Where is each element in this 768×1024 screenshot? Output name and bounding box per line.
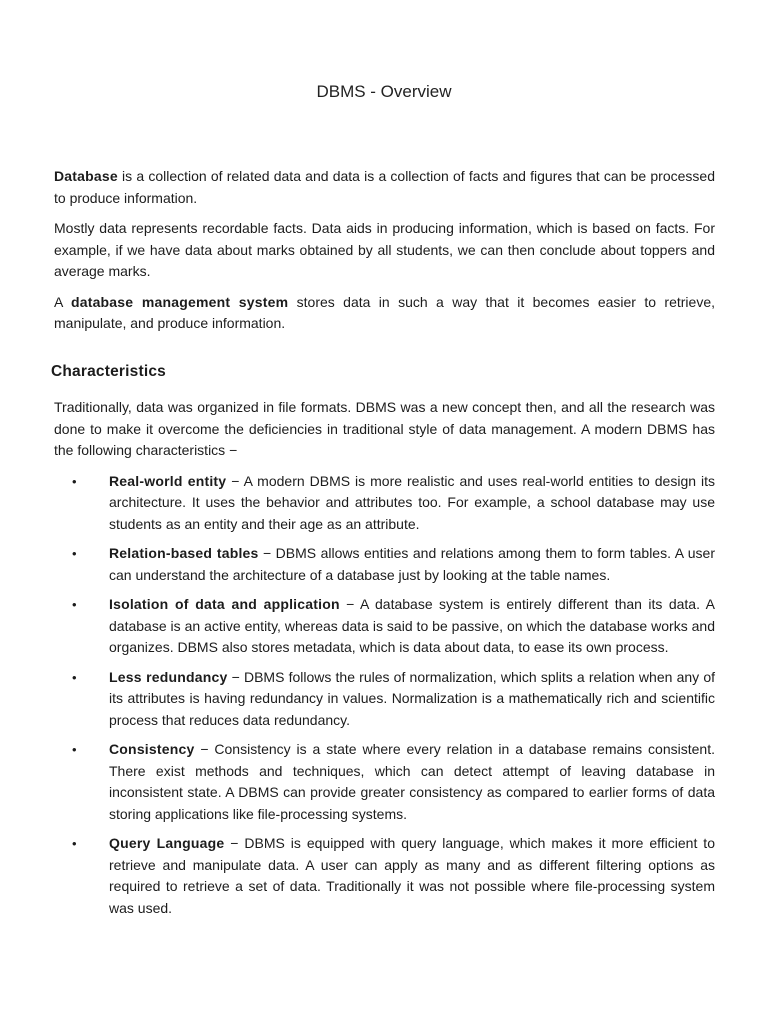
list-item-term: Query Language (109, 835, 225, 851)
bullet-icon: • (72, 836, 77, 851)
intro-paragraph-database (54, 166, 715, 209)
list-item-text: − DBMS allows entities and relations among them to form tables. A user can understand the architecture of a database just by looking at the table names. (109, 545, 716, 583)
characteristics-list (54, 471, 715, 920)
list-item-text: − DBMS follows the rules of normalization, which splits a relation when any of its attributes is having redundancy in values. Normalization is a mathematically rich and scientific process that reduces data redundancy. (109, 668, 715, 728)
list-item-term: Relation-based tables (109, 545, 259, 561)
list-item-relation-based-tables (54, 543, 715, 586)
paragraph-text: is a collection of related data and data is a collection of facts and figures that can be processed to produce information. (54, 168, 715, 206)
list-item-query-language (54, 833, 715, 919)
list-item-term: Consistency (109, 741, 195, 757)
page-title: DBMS - Overview (316, 82, 452, 101)
paragraph-text: stores data in such a way that it becomes easier to retrieve, manipulate, and produce information. (54, 293, 715, 331)
document-body (51, 166, 716, 927)
paragraph-lead: A (54, 293, 71, 310)
list-item-text: − DBMS is equipped with query language, which makes it more efficient to retrieve and manipulate data. A user can apply as many and as different filtering options as required to retrieve a set of data. Traditionally it was not possible where file-processing system was used. (109, 835, 715, 916)
term-dbms: database management system (70, 293, 289, 310)
list-item-text: − Consistency is a state where every relation in a database remains consistent. There exist methods and techniques, which can detect attempt of leaving database in inconsistent state. A DBMS can provide greater consistency as compared to earlier forms of data storing applications like file-processing systems. (109, 741, 715, 822)
list-item-term: Less redundancy (109, 668, 228, 685)
section-intro-paragraph: Traditionally, data was organized in file formats. DBMS was a new concept then, and all the research was done to make it overcome the deficiencies in traditional style of data management. A modern DBMS has the following characteristics − (54, 399, 715, 458)
bullet-icon: • (72, 669, 77, 685)
list-item-real-world-entity (54, 471, 715, 536)
intro-paragraph-dbms (54, 292, 715, 335)
intro-paragraph-data (54, 218, 715, 283)
list-item-isolation (54, 594, 715, 659)
bullet-icon: • (72, 742, 77, 757)
list-item-less-redundancy (54, 667, 715, 732)
list-item-term: Isolation of data and application (109, 596, 340, 612)
list-item-text: − A modern DBMS is more realistic and uses real-world entities to design its architecture. It uses the behavior and attributes too. For example, a school database may use students as an entity and their age as an attribute. (109, 472, 715, 532)
list-item-consistency (54, 739, 715, 825)
term-database: Database (54, 168, 118, 184)
bullet-icon: • (72, 473, 77, 489)
bullet-icon: • (72, 597, 77, 612)
section-heading-characteristics: Characteristics (51, 362, 167, 380)
paragraph-text: Mostly data represents recordable facts. Data aids in producing information, which is based on facts. For example, if we have data about marks obtained by all students, we can then conclude about toppers and average marks. (54, 220, 715, 279)
bullet-icon: • (72, 546, 77, 561)
list-item-term: Real-world entity (109, 472, 227, 489)
list-item-text: − A database system is entirely different than its data. A database is an active entity, whereas data is said to be passive, on which the database works and organizes. DBMS also stores metadata, which is data about data, to ease its own process. (109, 596, 715, 655)
